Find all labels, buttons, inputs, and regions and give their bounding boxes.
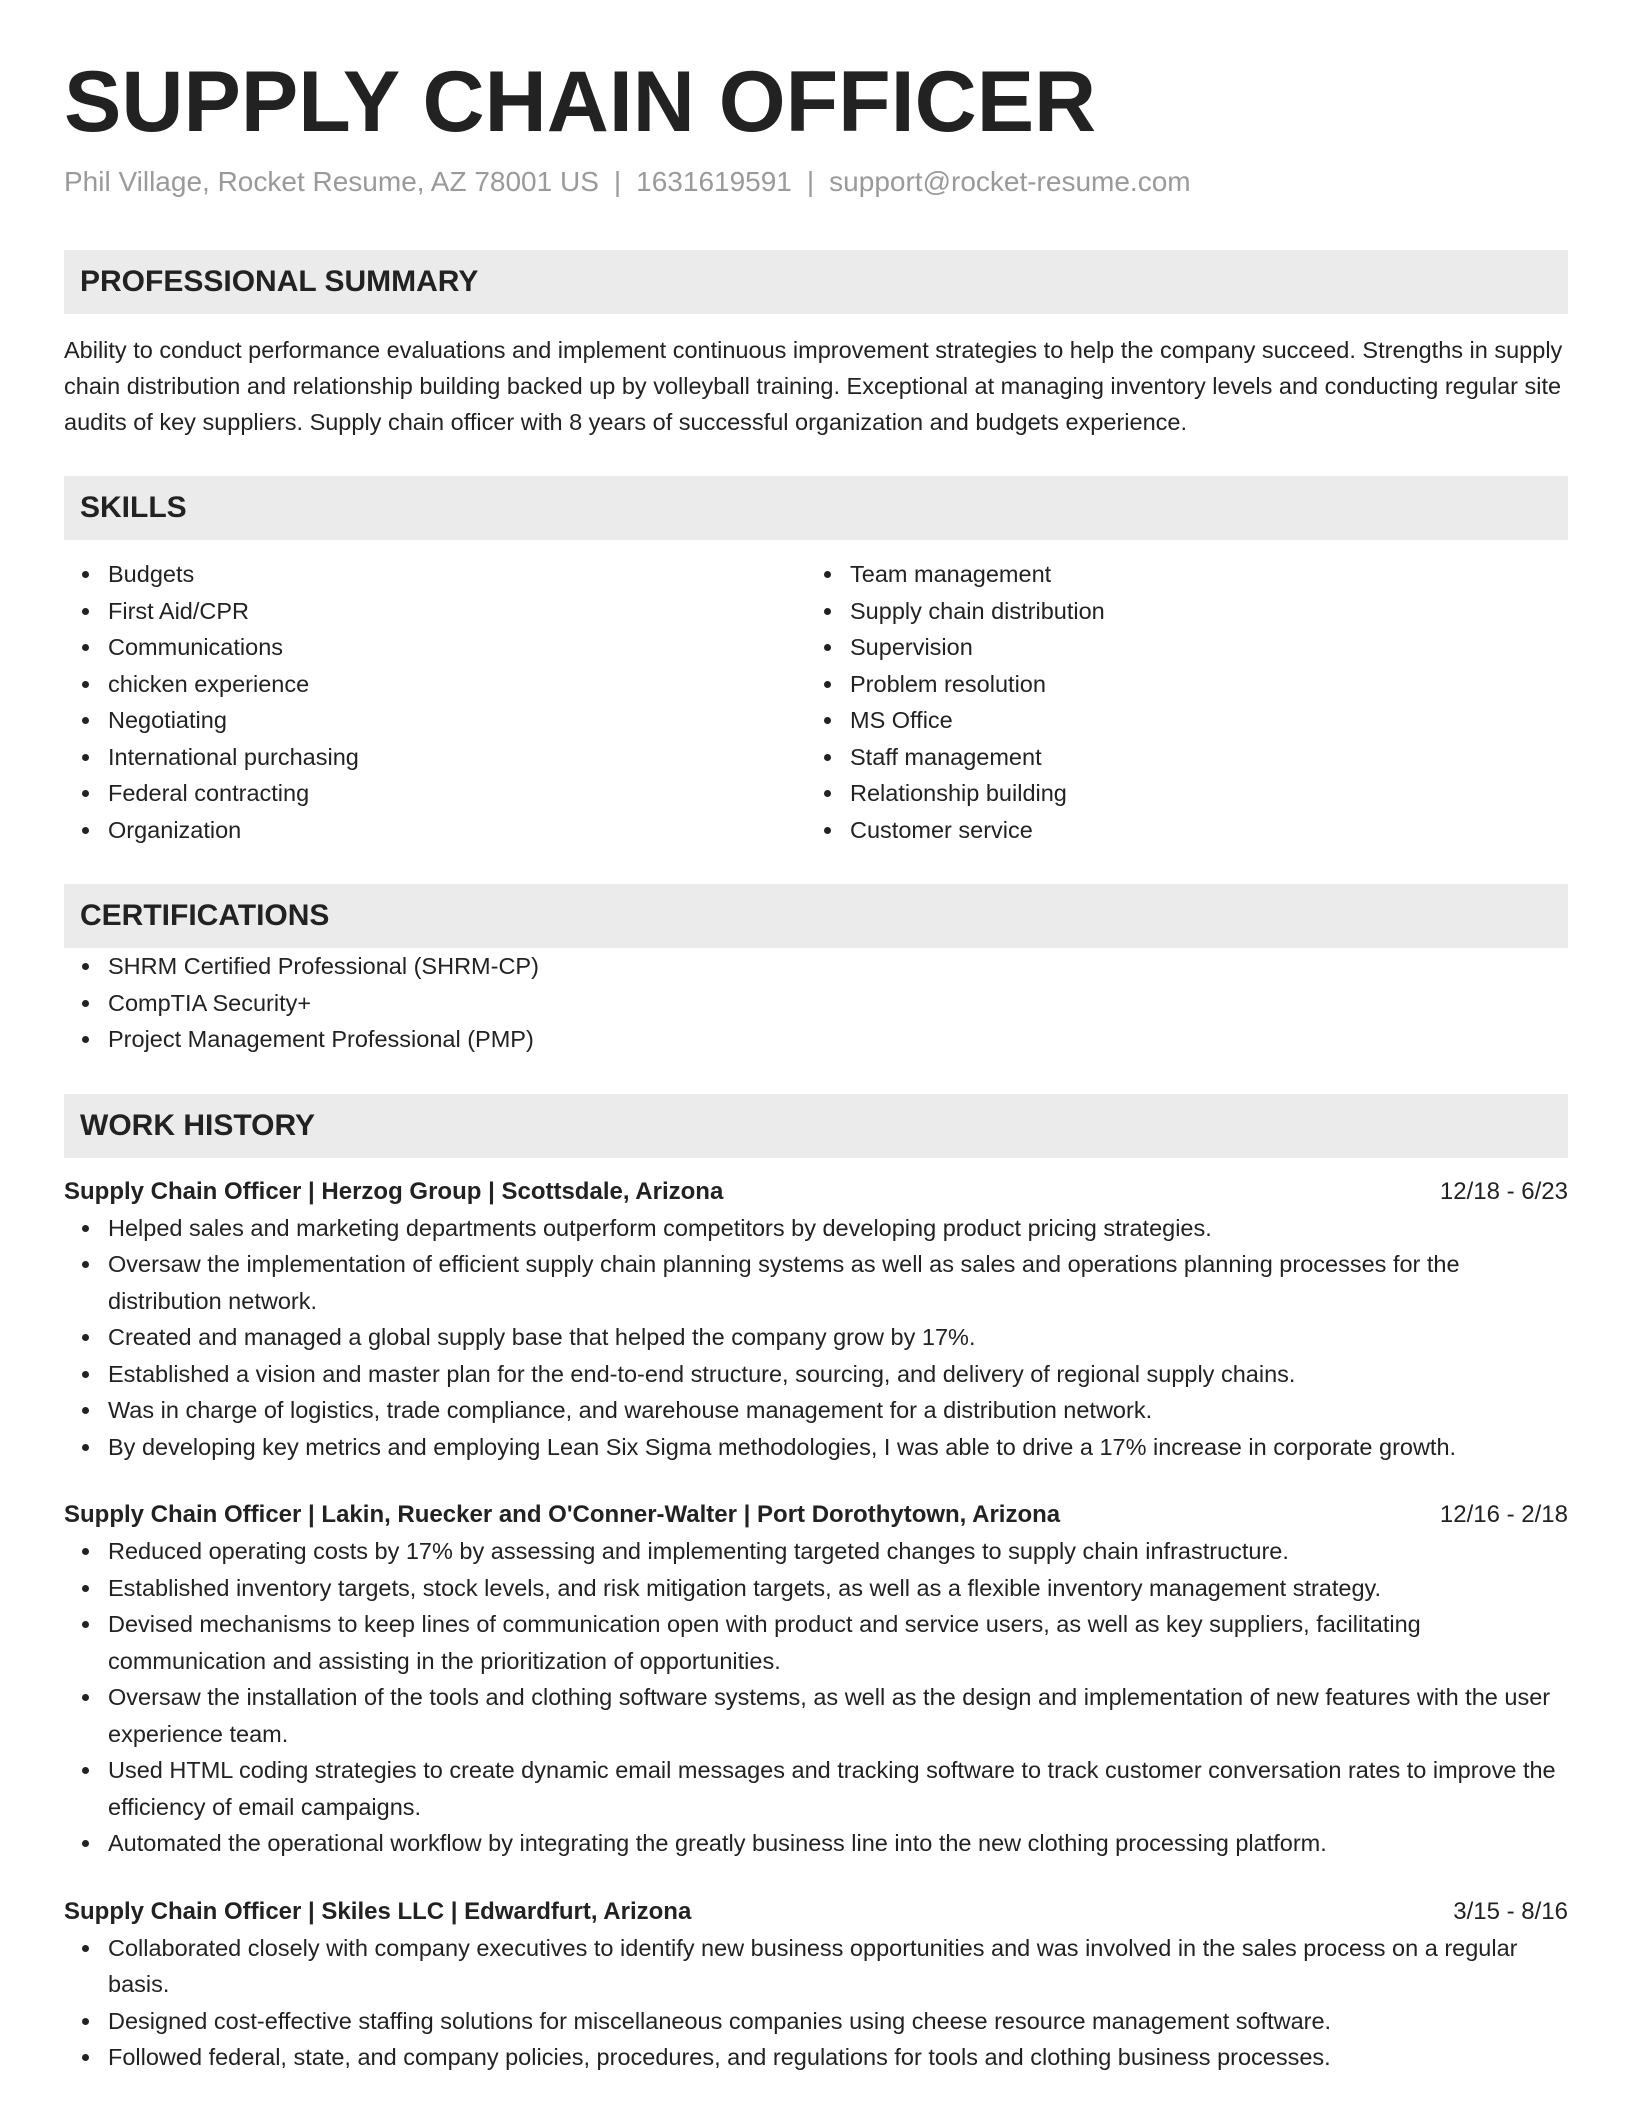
job-bullet-list xyxy=(64,1533,1568,1862)
job-bullet: Collaborated closely with company executives to identify new business opportunities and was involved in the sales process on a regular basis. xyxy=(108,1930,1568,2003)
job-dates: 12/18 - 6/23 xyxy=(1439,1177,1568,1205)
job-entry xyxy=(64,1894,1568,2076)
certification-item: Project Management Professional (PMP) xyxy=(108,1021,1568,1058)
job-bullet: Established a vision and master plan for the end-to-end structure, sourcing, and delivery of regional supply chains. xyxy=(108,1356,1568,1393)
job-header xyxy=(64,1174,1568,1210)
skill-item: Budgets xyxy=(108,556,806,593)
contact-address: Phil Village, Rocket Resume, AZ 78001 US xyxy=(64,166,599,197)
job-bullet-list xyxy=(64,1930,1568,2076)
job-bullet: Created and managed a global supply base that helped the company grow by 17%. xyxy=(108,1319,1568,1356)
job-entry xyxy=(64,1174,1568,1466)
certifications-list xyxy=(64,948,1568,1058)
resume-name: SUPPLY CHAIN OFFICER xyxy=(64,54,1097,150)
certification-item: CompTIA Security+ xyxy=(108,985,1568,1022)
skill-item: International purchasing xyxy=(108,739,806,776)
work-history-list xyxy=(64,1174,1568,2076)
job-bullet: Followed federal, state, and company policies, procedures, and regulations for tools and clothing business processes. xyxy=(108,2039,1568,2076)
skill-item: Communications xyxy=(108,629,806,666)
work-history-heading: WORK HISTORY xyxy=(64,1094,1568,1158)
summary-text: Ability to conduct performance evaluations and implement continuous improvement strategies to help the company succeed. Strengths in supply chain distribution and relationship building backed up by volleyball training. Exceptional at managing inventory levels and conducting regular site audits of key suppliers. Supply chain officer with 8 years of successful organization and budgets experience. xyxy=(64,337,1563,435)
contact-separator: | xyxy=(613,166,622,197)
skill-item: Supply chain distribution xyxy=(850,593,1548,630)
job-header xyxy=(64,1894,1568,1930)
job-bullet: By developing key metrics and employing Lean Six Sigma methodologies, I was able to drive a 17% increase in corporate growth. xyxy=(108,1429,1568,1466)
job-bullet: Automated the operational workflow by integrating the greatly business line into the new clothing processing platform. xyxy=(108,1825,1568,1862)
job-title: Supply Chain Officer | Lakin, Ruecker and O'Conner-Walter | Port Dorothytown, Arizona xyxy=(64,1501,1061,1528)
job-bullet: Helped sales and marketing departments outperform competitors by developing product pricing strategies. xyxy=(108,1210,1568,1247)
job-bullet: Oversaw the implementation of efficient supply chain planning systems as well as sales and operations planning processes for the distribution network. xyxy=(108,1246,1568,1319)
job-dates: 12/16 - 2/18 xyxy=(1439,1501,1568,1528)
contact-email: support@rocket-resume.com xyxy=(829,166,1191,197)
skills-column-right xyxy=(806,556,1548,848)
job-bullet: Reduced operating costs by 17% by assessing and implementing targeted changes to supply chain infrastructure. xyxy=(108,1533,1568,1570)
contact-phone: 1631619591 xyxy=(636,166,792,197)
job-bullet: Used HTML coding strategies to create dynamic email messages and tracking software to track customer conversation rates to improve the efficiency of email campaigns. xyxy=(108,1752,1568,1825)
job-dates: 3/15 - 8/16 xyxy=(1453,1897,1568,1925)
skill-item: Organization xyxy=(108,812,806,849)
skill-item: Relationship building xyxy=(850,775,1548,812)
skill-item: Federal contracting xyxy=(108,775,806,812)
certification-item: SHRM Certified Professional (SHRM-CP) xyxy=(108,948,1568,985)
skills-list-left xyxy=(64,556,806,848)
job-entry xyxy=(64,1497,1568,1862)
job-bullet: Designed cost-effective staffing solutions for miscellaneous companies using cheese resource management software. xyxy=(108,2003,1568,2040)
skill-item: Supervision xyxy=(850,629,1548,666)
skill-item: MS Office xyxy=(850,702,1548,739)
skill-item: Problem resolution xyxy=(850,666,1548,703)
contact-separator: | xyxy=(806,166,815,197)
certifications-heading: CERTIFICATIONS xyxy=(64,884,1568,948)
job-header xyxy=(64,1497,1568,1533)
skills-column-left xyxy=(64,556,806,848)
skills-heading: SKILLS xyxy=(64,476,1568,540)
skill-item: Staff management xyxy=(850,739,1548,776)
skill-item: chicken experience xyxy=(108,666,806,703)
skills-grid xyxy=(64,556,1568,848)
job-bullet: Devised mechanisms to keep lines of communication open with product and service users, as well as key suppliers, facilitating communication and assisting in the prioritization of opportunities. xyxy=(108,1606,1568,1679)
contact-line xyxy=(64,162,1568,202)
job-bullet: Was in charge of logistics, trade compliance, and warehouse management for a distribution network. xyxy=(108,1392,1568,1429)
summary-heading: PROFESSIONAL SUMMARY xyxy=(64,250,1568,314)
skill-item: Customer service xyxy=(850,812,1548,849)
skill-item: First Aid/CPR xyxy=(108,593,806,630)
job-title: Supply Chain Officer | Skiles LLC | Edwardfurt, Arizona xyxy=(64,1897,692,1925)
skills-list-right xyxy=(806,556,1548,848)
job-bullet: Oversaw the installation of the tools and clothing software systems, as well as the design and implementation of new features with the user experience team. xyxy=(108,1679,1568,1752)
job-bullet-list xyxy=(64,1210,1568,1466)
job-title: Supply Chain Officer | Herzog Group | Scottsdale, Arizona xyxy=(64,1177,724,1205)
skill-item: Team management xyxy=(850,556,1548,593)
skill-item: Negotiating xyxy=(108,702,806,739)
job-bullet: Established inventory targets, stock levels, and risk mitigation targets, as well as a flexible inventory management strategy. xyxy=(108,1570,1568,1607)
